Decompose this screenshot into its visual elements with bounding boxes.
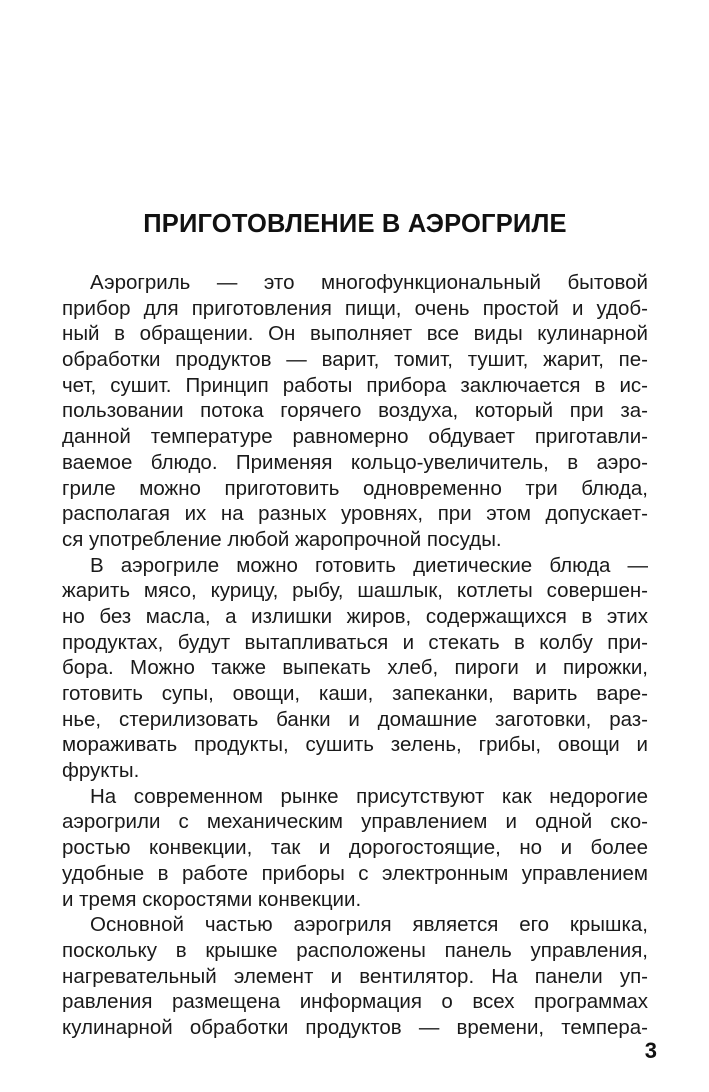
text-line: ный в обращении. Он выполняет все виды кулинарной [62, 322, 648, 346]
text-line: Основной частью аэрогриля является его крышка, [90, 913, 648, 937]
text-line: располагая их на разных уровнях, при этом допускает- [62, 502, 648, 526]
text-line: На современном рынке присутствуют как недорогие [90, 784, 648, 808]
text-line: готовить супы, овощи, каши, запеканки, варить варе- [62, 682, 648, 705]
text-line: гриле можно приготовить одновременно три блюда, [62, 476, 648, 500]
text-line: чет, сушит. Принцип работы прибора заключается в ис- [62, 373, 648, 397]
paragraph [62, 270, 648, 553]
text-line: пользовании потока горячего воздуха, который при за- [62, 399, 648, 423]
text-line: жарить мясо, курицу, рыбу, шашлык, котлеты совершен- [62, 579, 648, 603]
text-line: равления размещена информация о всех программах [62, 990, 648, 1014]
text-line: и тремя скоростями конвекции. [62, 887, 362, 911]
body-text [62, 270, 648, 1041]
text-line: обработки продуктов — варит, томит, тушит, жарит, пе- [62, 348, 648, 372]
text-line: кулинарной обработки продуктов — времени, темпера- [62, 1015, 648, 1039]
page-number: 3 [644, 1038, 657, 1063]
text-line: данной температуре равномерно обдувает приготавли- [62, 425, 648, 449]
text-line: бора. Можно также выпекать хлеб, пироги и пирожки, [62, 656, 648, 680]
text-line: но без масла, а излишки жиров, содержащихся в этих [62, 604, 648, 628]
page-title: ПРИГОТОВЛЕНИЕ В АЭРОГРИЛЕ [143, 210, 567, 238]
text-line: поскольку в крышке расположены панель управления, [62, 938, 648, 962]
text-line: прибор для приготовления пищи, очень простой и удоб- [62, 296, 648, 320]
text-line: ся употребление любой жаропрочной посуды. [62, 527, 502, 551]
paragraph [62, 784, 648, 912]
text-line: ваемое блюдо. Применяя кольцо-увеличитель, в аэро- [62, 450, 648, 474]
text-line: нье, стерилизовать банки и домашние заготовки, раз- [62, 707, 648, 731]
text-line: нагревательный элемент и вентилятор. На панели уп- [62, 964, 648, 988]
text-line: продуктах, будут вытапливаться и стекать в колбу при- [62, 630, 648, 654]
text-line: удобные в работе приборы с электронным управлением [62, 861, 648, 885]
text-line: мораживать продукты, сушить зелень, грибы, овощи и [62, 733, 648, 757]
paragraph [62, 553, 648, 784]
text-line: фрукты. [62, 759, 140, 783]
text-line: ростью конвекции, так и дорогостоящие, но и более [62, 836, 648, 860]
paragraph [62, 912, 648, 1040]
text-line: В аэрогриле можно готовить диетические блюда — [90, 553, 648, 577]
text-line: аэрогрили с механическим управлением и одной ско- [62, 810, 648, 834]
text-line: Аэрогриль — это многофункциональный бытовой [90, 271, 648, 294]
